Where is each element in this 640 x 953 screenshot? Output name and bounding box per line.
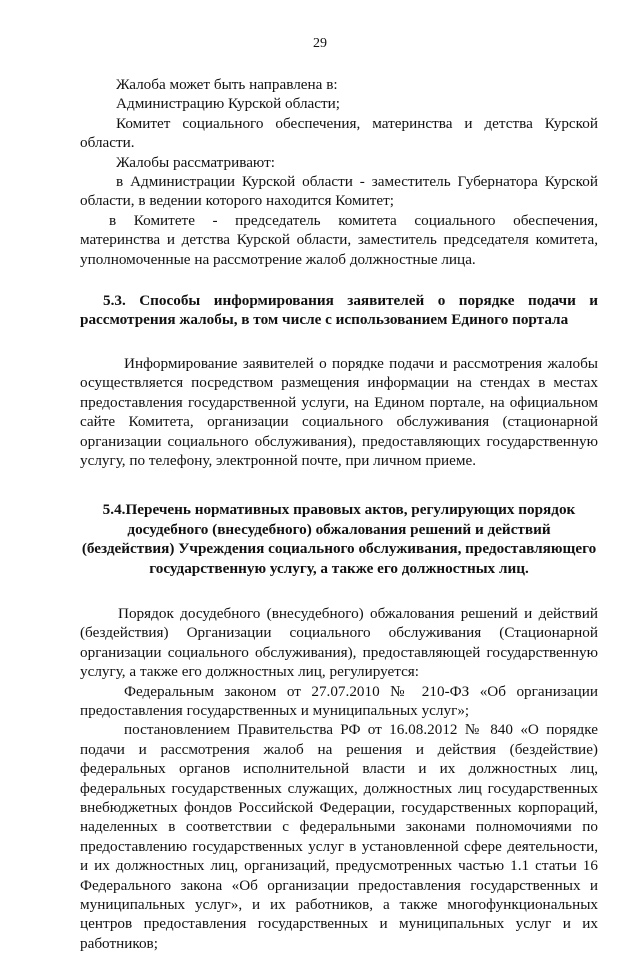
section-5-3-body: Информирование заявителей о порядке подачи и рассмотрения жалобы осуществляется посредством размещения информации на стендах в местах предоставления государственной услуги, на Едином портале, на официальном сайте Комитета, организации социального обслуживания (стационарной организации социального обслуживания), предоставляющих государственную услугу, по телефону, электронной почте, при личном приеме. — [80, 354, 598, 469]
section-5-4-intro: Порядок досудебного (внесудебного) обжалования решений и действий (бездействия) Организации социального обслуживания (Стационарной организации социального обслуживания), предоставляющей государственную услугу, а также его должностных лиц, регулируется: — [80, 604, 598, 681]
regulation-item: Федеральным законом от 27.07.2010 № 210-ФЗ «Об организации предоставления государственных и муниципальных услуг»; — [80, 682, 598, 719]
reviewed-intro: Жалобы рассматривают: — [116, 153, 275, 171]
section-5-3-heading: 5.3. Способы информирования заявителей о порядке подачи и рассмотрения жалобы, в том числе с использованием Единого портала — [80, 292, 598, 329]
section-5-4-heading: 5.4.Перечень нормативных правовых актов, регулирующих порядок досудебного (внесудебного) обжалования решений и действий (бездействия) Учреждения социального обслуживания, предоставляющего государственную услугу, а также его должностных лиц. — [81, 501, 597, 577]
complaint-item: Комитет социального обеспечения, материнства и детства Курской области. — [80, 114, 598, 152]
page-number: 29 — [313, 36, 327, 51]
complaint-intro: Жалоба может быть направлена в: — [116, 76, 338, 93]
regulation-item: постановлением Правительства РФ от 16.08.2012 № 840 «О порядке подачи и рассмотрения жалоб на решения и действия (бездействие) федеральных органов исполнительной власти и их должностных лиц, федеральных государственных служащих, должностных лиц государственных внебюджетных фондов Российской Федерации, государственных корпораций, наделенных в соответствии с федеральными законами полномочиями по предоставлению государственных услуг в установленной сфере деятельности, и их должностных лиц, организаций, предусмотренных частью 1.1 статьи 16 Федерального закона «Об организации предоставления государственных и муниципальных услуг», и их работников, а также многофункциональных центров предоставления государственных и муниципальных услуг и их работников; — [80, 721, 598, 952]
reviewer-item: в Комитете - председатель комитета социального обеспечения, материнства и детства Курской области, заместитель председателя комитета, уполномоченные на рассмотрение жалоб должностные лица. — [80, 211, 598, 268]
document-body — [80, 75, 598, 953]
complaint-item: Администрацию Курской области; — [116, 95, 341, 113]
reviewer-item: в Администрации Курской области - заместитель Губернатора Курской области, в ведении которого находится Комитет; — [80, 173, 598, 210]
